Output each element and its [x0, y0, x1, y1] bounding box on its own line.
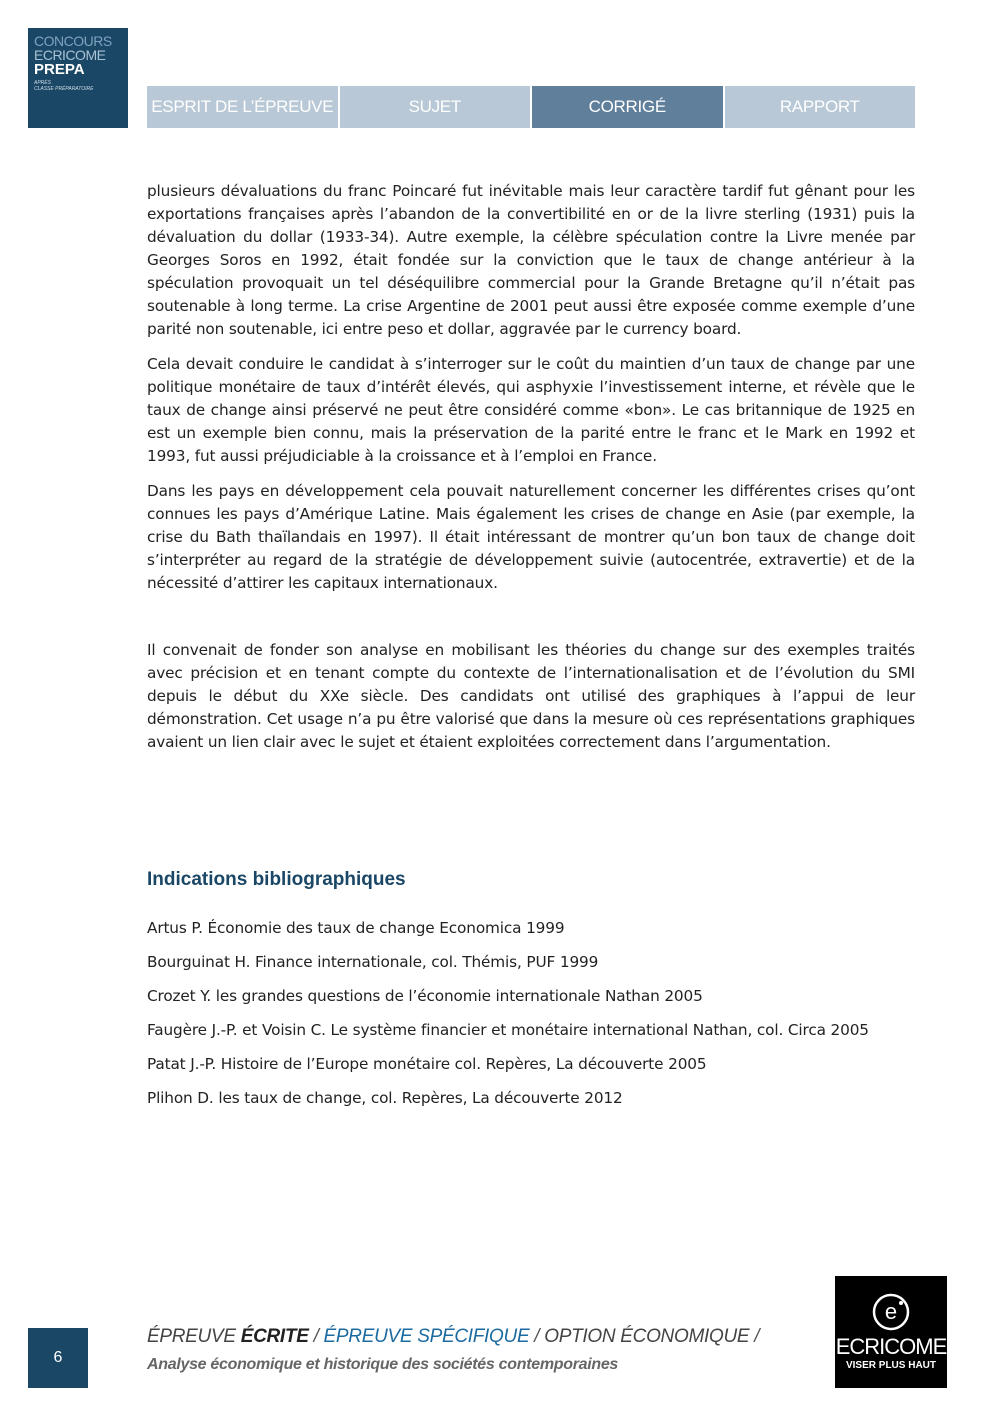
concours-logo — [28, 28, 128, 128]
footer-epreuve: ÉPREUVE — [147, 1326, 236, 1347]
tab-esprit[interactable]: ESPRIT DE L’ÉPREUVE — [147, 86, 338, 128]
footer-sep: / — [313, 1326, 319, 1347]
main-text — [147, 180, 915, 766]
logo-line-concours: CONCOURS — [34, 33, 112, 49]
section-tabs — [147, 86, 915, 128]
biblio-item: Bourguinat H. Finance internationale, col. Thémis, PUF 1999 — [147, 953, 599, 971]
svg-text:e: e — [884, 1299, 898, 1324]
footer-exam-title — [147, 1326, 759, 1348]
brand-tagline: VISER PLUS HAUT — [845, 1360, 936, 1371]
logo-line-apres: APRÈS — [34, 80, 51, 86]
paragraph: Cela devait conduire le candidat à s’interroger sur le coût du maintien d’un taux de change par une politique monétaire de taux d’intérêt élevés, qui asphyxie l’investissement interne, et révèle que le taux de change ainsi préservé ne peut être considéré comme «bon». Le cas britannique de 1925 en est un exemple bien connu, mais la préservation de la parité entre le franc et le Mark en 1992 et 1993, fut aussi préjudiciable à la croissance et à l’emploi en France. — [147, 355, 915, 465]
footer-sep: / — [754, 1326, 760, 1347]
paragraph: Dans les pays en développement cela pouvait naturellement concerner les différentes crises qu’ont connues les pays d’Amérique Latine. Mais également les crises de change en Asie (par exemple, la crise du Bath thaïlandais en 1997). Il était intéressant de montrer qu’un bon taux de change doit s’interpréter au regard de la stratégie de développement suivie (autocentrée, extravertie) et de la nécessité d’attirer les capitaux internationaux. — [147, 482, 915, 592]
tab-sujet[interactable]: SUJET — [340, 86, 531, 128]
biblio-item: Patat J.-P. Histoire de l’Europe monétaire col. Repères, La découverte 2005 — [147, 1055, 707, 1073]
biblio-item: Crozet Y. les grandes questions de l’économie internationale Nathan 2005 — [147, 987, 703, 1005]
biblio-item: Plihon D. les taux de change, col. Repères, La découverte 2012 — [147, 1089, 623, 1107]
paragraph: Il convenait de fonder son analyse en mobilisant les théories du change sur des exemples traités avec précision et en tenant compte du contexte de l’internationalisation et de l’évolution du SMI depuis le début du XXe siècle. Des candidats ont utilisé des graphiques à l’appui de leur démonstration. Cet usage n’a pu être valorisé que dans la mesure où ces représentations graphiques avaient un lien clair avec le sujet et étaient exploitées correctement dans l’argumentation. — [147, 641, 915, 751]
footer-ecrite: ÉCRITE — [240, 1326, 309, 1347]
e-circle-icon — [871, 1292, 911, 1332]
footer-subtitle: Analyse économique et historique des sociétés contemporaines — [147, 1356, 619, 1373]
footer-epreuve2: ÉPREUVE — [323, 1326, 413, 1347]
paragraph: plusieurs dévaluations du franc Poincaré fut inévitable mais leur caractère tardif fut gênant pour les exportations françaises après l’abandon de la convertibilité en or de la livre sterling (1931) puis la dévaluation du dollar (1933-34). Autre exemple, la célèbre spéculation contre la Livre menée par Georges Soros en 1992, était fondée sur la conviction que le taux de change antérieur à la spéculation provoquait un tel déséquilibre commercial pour la Grande Bretagne qu’il n’était pas soutenable à long terme. La crise Argentine de 2001 peut aussi être exposée comme exemple d’une parité non soutenable, ici entre peso et dollar, aggravée par le currency board. — [147, 182, 915, 338]
brand-name: ECRICOME — [835, 1334, 947, 1359]
footer-option: OPTION ÉCONOMIQUE — [544, 1326, 750, 1347]
page-number: 6 — [28, 1328, 88, 1388]
tab-rapport[interactable]: RAPPORT — [725, 86, 916, 128]
biblio-list — [147, 917, 915, 1121]
ecricome-brand-logo — [835, 1276, 947, 1388]
footer-sep: / — [534, 1326, 540, 1347]
biblio-item: Artus P. Économie des taux de change Economica 1999 — [147, 919, 565, 937]
logo-line-classe: CLASSE PRÉPARATOIRE — [34, 86, 94, 92]
tab-corrige[interactable]: CORRIGÉ — [532, 86, 723, 128]
logo-line-prepa: PREPA — [34, 61, 85, 78]
footer-specifique-group — [324, 1326, 530, 1347]
logo-line-ecricome: ECRICOME — [34, 47, 106, 63]
biblio-heading: Indications bibliographiques — [147, 869, 406, 890]
biblio-item: Faugère J.-P. et Voisin C. Le système financier et monétaire international Nathan, col. Circa 2005 — [147, 1021, 869, 1039]
footer-specifique: SPÉCIFIQUE — [417, 1326, 530, 1347]
